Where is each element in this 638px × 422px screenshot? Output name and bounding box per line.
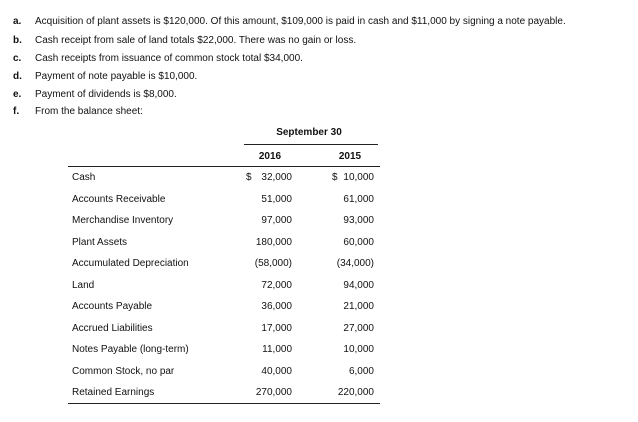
value-2015: 27,000: [343, 323, 374, 334]
table-row: [68, 362, 380, 382]
item-letter: e.: [13, 89, 22, 100]
table-row: [68, 190, 380, 210]
item-letter: c.: [13, 53, 22, 64]
value-2016: 11,000: [262, 344, 292, 355]
row-label: Merchandise Inventory: [72, 215, 174, 226]
row-label: Accrued Liabilities: [72, 323, 153, 334]
currency-symbol: $: [246, 172, 252, 183]
row-label: Accumulated Depreciation: [72, 258, 189, 269]
item-letter: d.: [13, 71, 22, 82]
table-row: [68, 276, 380, 296]
row-label: Accounts Receivable: [72, 194, 166, 205]
value-2015: 21,000: [343, 301, 374, 312]
period-header: September 30: [276, 127, 342, 138]
row-label: Common Stock, no par: [72, 366, 175, 377]
value-2016: 51,000: [261, 194, 292, 205]
table-row: [68, 211, 380, 231]
col-header-2015: 2015: [338, 151, 362, 162]
row-label: Cash: [72, 172, 96, 183]
value-2016: 32,000: [261, 172, 292, 183]
currency-symbol: $: [332, 172, 338, 183]
value-2015: 6,000: [348, 366, 374, 377]
row-label: Retained Earnings: [72, 387, 155, 398]
col-header-2016: 2016: [258, 151, 282, 162]
item-letter: b.: [13, 35, 22, 46]
value-2015: 60,000: [343, 237, 374, 248]
value-2015: 93,000: [343, 215, 374, 226]
header-rule: [244, 144, 378, 145]
item-text: Cash receipts from issuance of common stock total $34,000.: [35, 53, 303, 64]
value-2015: 94,000: [343, 280, 374, 291]
table-row: [68, 319, 380, 339]
value-2016: 180,000: [255, 237, 292, 248]
value-2015: (34,000): [336, 258, 374, 269]
item-text: From the balance sheet:: [35, 106, 143, 117]
item-letter: f.: [13, 106, 20, 117]
value-2016: (58,000): [254, 258, 292, 269]
value-2016: 270,000: [255, 387, 292, 398]
table-top-rule: [68, 166, 380, 167]
value-2015: 61,000: [343, 194, 374, 205]
row-label: Notes Payable (long-term): [72, 344, 189, 355]
row-label: Plant Assets: [72, 237, 128, 248]
item-text: Payment of note payable is $10,000.: [35, 71, 198, 82]
table-row: [68, 383, 380, 403]
value-2016: 97,000: [261, 215, 292, 226]
value-2015: 220,000: [337, 387, 374, 398]
item-text: Acquisition of plant assets is $120,000. Of this amount, $109,000 is paid in cash and $11,000 by signing a note payable.: [35, 16, 566, 27]
value-2016: 36,000: [261, 301, 292, 312]
table-bottom-rule: [68, 403, 380, 404]
item-text: Cash receipt from sale of land totals $22,000. There was no gain or loss.: [35, 35, 357, 46]
row-label: Land: [72, 280, 95, 291]
value-2016: 17,000: [261, 323, 292, 334]
row-label: Accounts Payable: [72, 301, 153, 312]
table-row: [68, 254, 380, 274]
item-letter: a.: [13, 16, 22, 27]
value-2016: 72,000: [261, 280, 292, 291]
table-row: [68, 168, 380, 188]
value-2015: 10,000: [343, 344, 374, 355]
item-text: Payment of dividends is $8,000.: [35, 89, 177, 100]
value-2016: 40,000: [261, 366, 292, 377]
table-row: [68, 297, 380, 317]
table-row: [68, 233, 380, 253]
table-row: [68, 340, 380, 360]
value-2015: 10,000: [343, 172, 374, 183]
